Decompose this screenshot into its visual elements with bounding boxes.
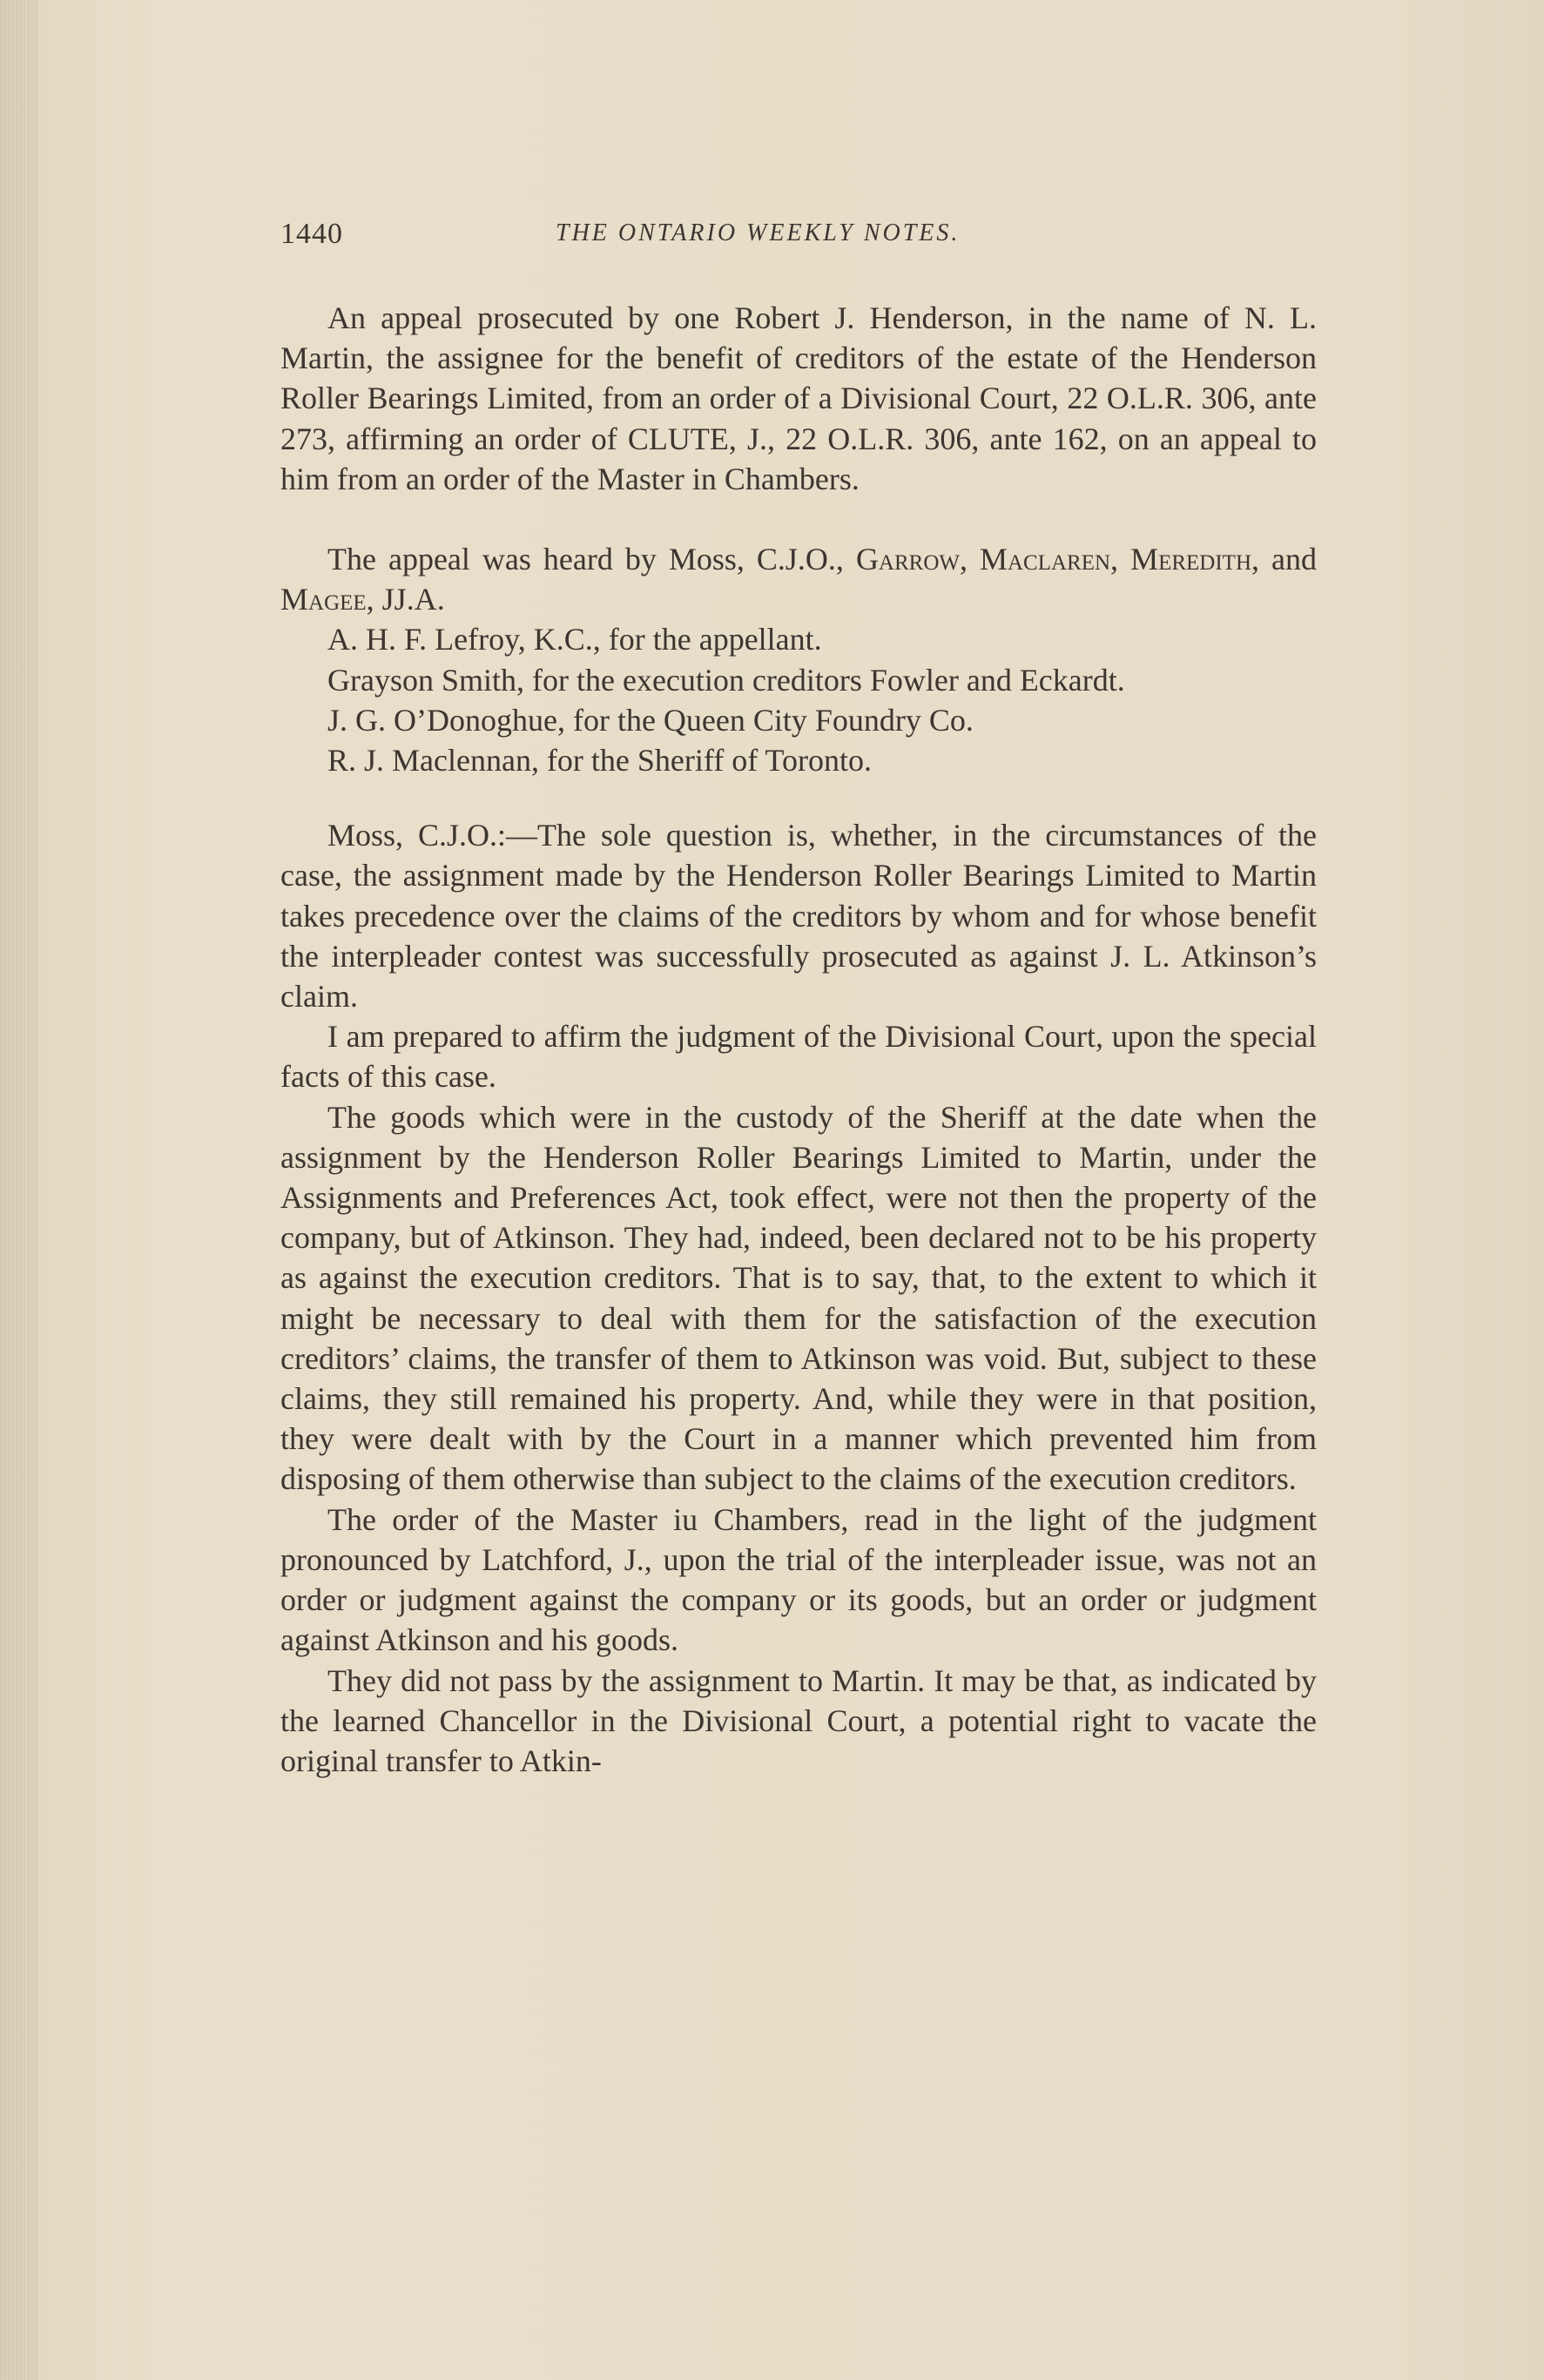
heard-judges: Garrow, Maclaren, Meredith, bbox=[855, 542, 1259, 577]
judgment-paragraph: The order of the Master iu Chambers, read in the light of the judgment pronounced by Latchford, J., upon the trial of the interpleader issue, was not an order or judgment against the company or its goods, but an order or judgment against Atkinson and his goods. bbox=[280, 1501, 1317, 1658]
counsel-line: Grayson Smith, for the execution creditors Fowler and Eckardt. bbox=[327, 662, 1125, 698]
judgment-paragraph: The goods which were in the custody of the Sheriff at the date when the assignment by the Henderson Roller Bearings Limited to Martin, under the Assignments and Preferences Act, took effect, were not then the property of the company, but of Atkinson. They had, indeed, been declared not to be his property as against the execution creditors. That is to say, that, to the extent to which it might be necessary to deal with them for the satisfaction of the execution creditors’ claims, the transfer of them to Atkinson was void. But, subject to these claims, they still remained his property. And, while they were in that position, they were dealt with by the Court in a manner which prevented him from disposing of them otherwise than subject to the claims of the execution creditors. bbox=[280, 1099, 1317, 1497]
heard-and: and bbox=[1259, 542, 1317, 577]
counsel-line: R. J. Maclennan, for the Sheriff of Toronto. bbox=[327, 743, 873, 779]
page-body bbox=[280, 298, 1317, 1781]
judgment-paragraph: Moss, C.J.O.:—The sole question is, whether, in the circumstances of the case, the assignment made by the Henderson Roller Bearings Limited to Martin takes precedence over the claims of the creditors by whom and for whose benefit the interpleader contest was successfully prosecuted as against J. L. Atkinson’s claim. bbox=[280, 818, 1317, 1015]
running-title: THE ONTARIO WEEKLY NOTES. bbox=[556, 219, 961, 246]
intro-paragraph: An appeal prosecuted by one Robert J. Henderson, in the name of N. L. Martin, the assignee for the benefit of creditors of the estate of the Henderson Roller Bearings Limited, from an order of a Divisional Court, 22 O.L.R. 306, ante 273, affirming an order of CLUTE, J., 22 O.L.R. 306, ante 162, on an appeal to him from an order of the Master in Chambers. bbox=[280, 300, 1317, 496]
page-number: 1440 bbox=[280, 218, 343, 250]
heard-magee: Magee, bbox=[280, 582, 374, 617]
counsel-line: A. H. F. Lefroy, K.C., for the appellant. bbox=[327, 622, 822, 657]
heard-suffix: JJ.A. bbox=[374, 582, 445, 617]
counsel-line: J. G. O’Donoghue, for the Queen City Foundry Co. bbox=[327, 702, 974, 738]
binding-edge bbox=[0, 0, 38, 2380]
page-header bbox=[280, 218, 1317, 270]
judgment-paragraph: They did not pass by the assignment to Martin. It may be that, as indicated by the learned Chancellor in the Divisional Court, a potential right to vacate the original transfer to Atkin- bbox=[280, 1662, 1317, 1778]
judgment-paragraph: I am prepared to affirm the judgment of the Divisional Court, upon the special facts of this case. bbox=[280, 1019, 1317, 1095]
heard-prefix: The appeal was heard by Moss, C.J.O., bbox=[327, 542, 856, 577]
heard-paragraph bbox=[280, 539, 1317, 619]
